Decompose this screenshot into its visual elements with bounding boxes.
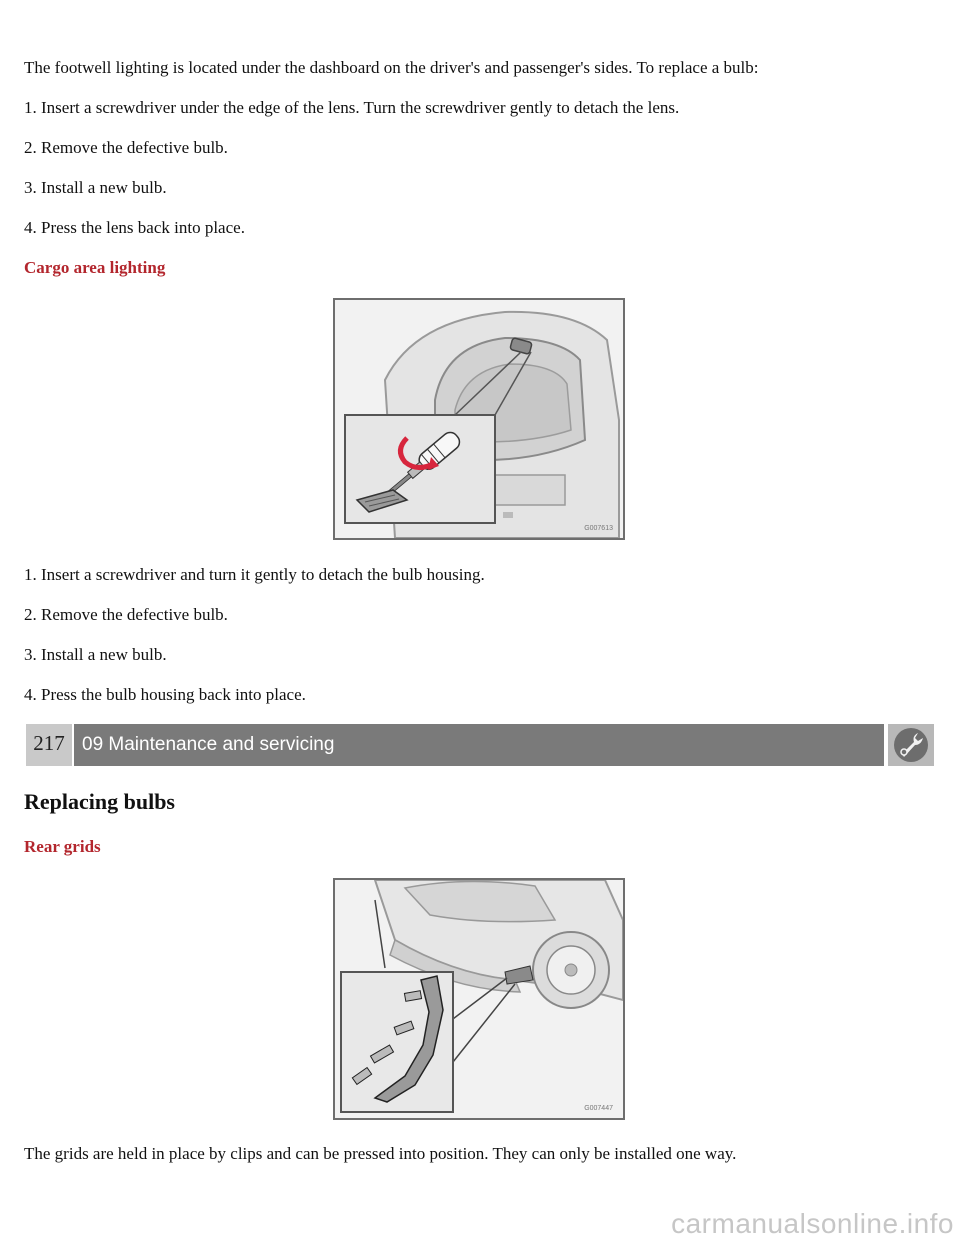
section-title: 09 Maintenance and servicing [74, 724, 884, 766]
intro-paragraph: The footwell lighting is located under the dashboard on the driver's and passenger's sides. To replace a bulb: [24, 58, 759, 77]
rear-grids-figure-code: G007447 [584, 1105, 613, 1112]
page-number: 217 [26, 724, 72, 766]
footwell-step-2: 2. Remove the defective bulb. [24, 138, 228, 157]
cargo-step-1: 1. Insert a screwdriver and turn it gently to detach the bulb housing. [24, 565, 485, 584]
cargo-step-3: 3. Install a new bulb. [24, 645, 167, 664]
watermark: carmanualsonline.info [671, 1208, 954, 1239]
cargo-step-4: 4. Press the bulb housing back into place. [24, 685, 306, 704]
wrench-icon [888, 724, 934, 766]
rear-grids-heading: Rear grids [24, 837, 101, 856]
section-header-bar [26, 724, 934, 766]
page-title: Replacing bulbs [24, 789, 175, 814]
cargo-figure-code: G007613 [584, 525, 613, 532]
cargo-step-2: 2. Remove the defective bulb. [24, 605, 228, 624]
footwell-step-4: 4. Press the lens back into place. [24, 218, 245, 237]
footwell-step-3: 3. Install a new bulb. [24, 178, 167, 197]
rear-grids-figure [333, 878, 625, 1120]
cargo-lighting-figure [333, 298, 625, 540]
footwell-step-1: 1. Insert a screwdriver under the edge of the lens. Turn the screwdriver gently to detach the lens. [24, 98, 680, 117]
rear-grids-paragraph: The grids are held in place by clips and can be pressed into position. They can only be installed one way. [24, 1144, 737, 1163]
cargo-heading: Cargo area lighting [24, 258, 166, 277]
